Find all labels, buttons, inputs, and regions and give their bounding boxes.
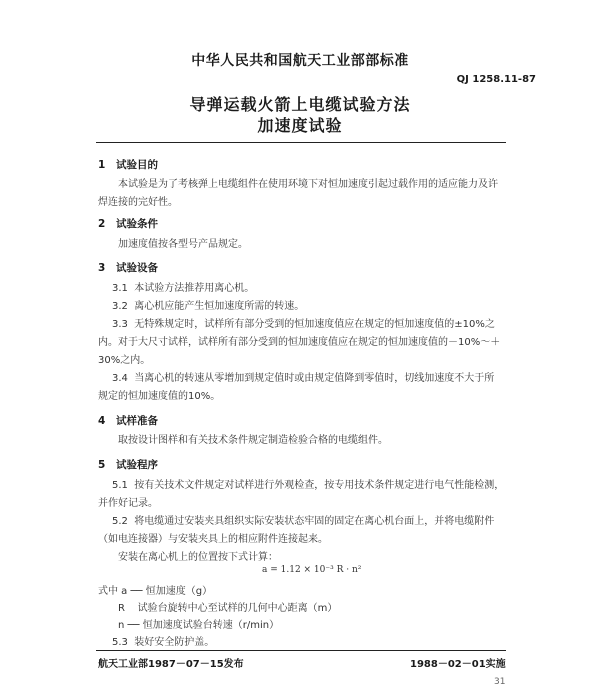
issue-date: 航天工业部1987－07－15发布 [98, 659, 244, 670]
clause-number: 5.2 [112, 516, 128, 527]
clause-line: 3.3 无特殊规定时，试样所有部分受到的恒加速度值应在规定的恒加速度值的±10%之 [112, 319, 495, 330]
standard-title: 中华人民共和国航天工业部部标准 [191, 53, 409, 69]
variable-symbol: R [118, 603, 125, 614]
section-number: 1 [98, 159, 106, 171]
section-number: 2 [98, 218, 106, 230]
clause-number: 5.3 [112, 637, 128, 648]
section-heading [98, 457, 158, 472]
section-number: 5 [98, 459, 106, 471]
section-title: 试验程序 [116, 459, 158, 471]
clause-line: 3.4 当离心机的转速从零增加到规定值时或由规定值降到零值时，切线加速度不大于所 [112, 373, 495, 384]
variable-symbol: n [118, 620, 125, 631]
section-heading [98, 260, 158, 275]
clause-continuation: 内。对于大尺寸试样，试样所有部分受到的恒加速度值应在规定的恒加速度值的－10%～＋ [98, 337, 501, 348]
section-number: 3 [98, 262, 106, 274]
variable-definition: 式中 a ── 恒加速度（g） [98, 586, 213, 597]
formula: a = 1.12 × 10⁻³ R · n² [262, 565, 362, 575]
effective-date: 1988－02－01实施 [410, 659, 506, 670]
section-title: 试验设备 [116, 262, 158, 274]
clause-line: 5.1 按有关技术文件规定对试样进行外观检查，按专用技术条件规定进行电气性能检测， [112, 480, 505, 491]
clause-continuation: 规定的恒加速度值的10%。 [98, 391, 221, 402]
clause-continuation: 30%之内。 [98, 355, 151, 366]
clause-continuation: 安装在离心机上的位置按下式计算： [118, 552, 278, 563]
section-title: 试验条件 [116, 218, 158, 230]
variable-definition: n ── 恒加速度试验台转速（r/min） [118, 620, 280, 631]
variable-definition: R 试验台旋转中心至试样的几何中心距离（m） [118, 603, 338, 614]
paragraph-line: 取按设计图样和有关技术条件规定制造检验合格的电缆组件。 [118, 435, 388, 446]
variable-symbol: 式中 a [98, 586, 128, 597]
clause-number: 3.3 [112, 319, 128, 330]
clause-number: 5.1 [112, 480, 128, 491]
clause-line: 5.2 将电缆通过安装夹具组织实际安装状态牢固的固定在离心机台面上，并将电缆附件 [112, 516, 495, 527]
clause-number: 3.4 [112, 373, 128, 384]
paragraph-line: 加速度值按各型号产品规定。 [118, 239, 248, 250]
section-heading [98, 216, 158, 231]
clause-number: 3.1 [112, 283, 128, 294]
paragraph-line: 本试验是为了考核弹上电缆组件在使用环境下对恒加速度引起过载作用的适应能力及许 [118, 179, 498, 190]
section-title: 试验目的 [116, 159, 158, 171]
paragraph-line: 焊连接的完好性。 [98, 197, 178, 208]
document-subtitle: 加速度试验 [257, 116, 343, 135]
clause-line: 3.1 本试验方法推荐用离心机。 [112, 283, 255, 294]
standard-code: QJ 1258.11-87 [456, 74, 536, 85]
clause-continuation: （如电连接器）与安装夹具上的相应附件连接起来。 [98, 534, 328, 545]
section-number: 4 [98, 415, 106, 427]
header-divider [96, 142, 506, 143]
clause-line: 3.2 离心机应能产生恒加速度所需的转速。 [112, 301, 305, 312]
document-title: 导弹运载火箭上电缆试验方法 [189, 95, 411, 114]
clause-line: 5.3 装好安全防护盖。 [112, 637, 215, 648]
clause-continuation: 并作好记录。 [98, 498, 158, 509]
section-title: 试样准备 [116, 415, 158, 427]
page-number: 31 [494, 677, 506, 687]
footer-divider [96, 650, 506, 651]
section-heading [98, 157, 158, 172]
section-heading [98, 413, 158, 428]
clause-number: 3.2 [112, 301, 128, 312]
